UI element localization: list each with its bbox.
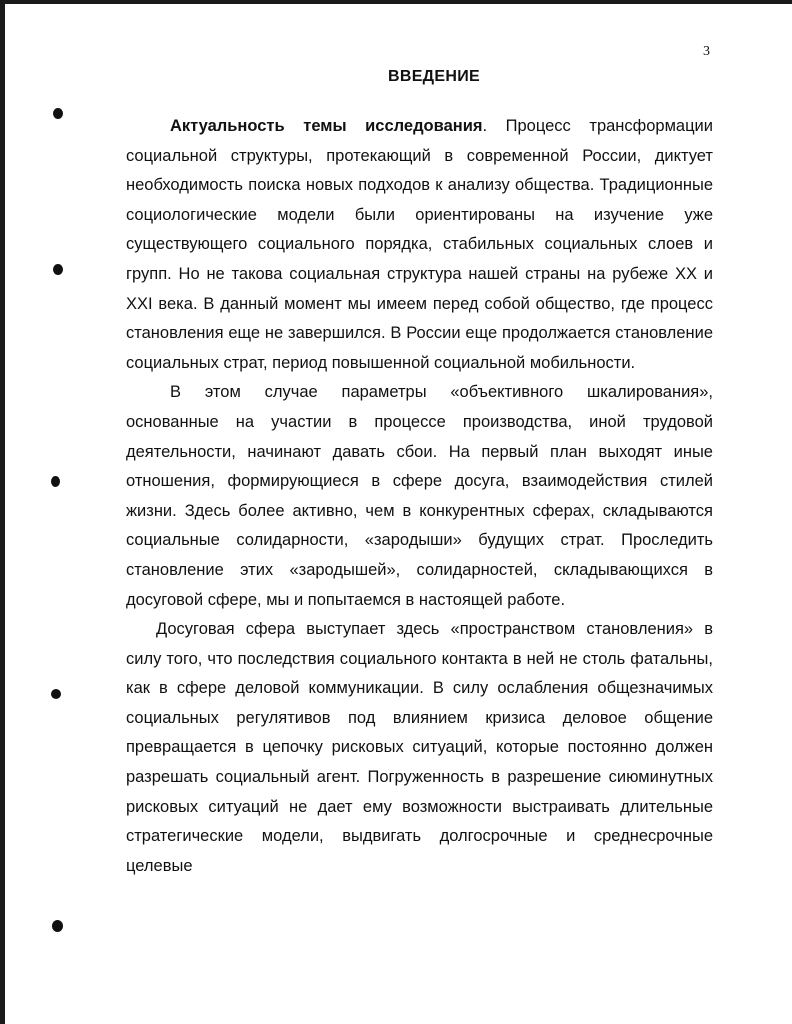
punch-hole-4: [51, 689, 61, 699]
paragraph-lead: Актуальность темы исследования: [170, 117, 483, 135]
paragraph-text: В этом случае параметры «объективного шкалирования», основанные на участии в процессе производства, иной трудовой деятельности, начинают давать сбои. На первый план выходят иные отношения, формирующиеся в сфере досуга, взаимодействия стилей жизни. Здесь более активно, чем в конкурентных сферах, складываются социальные солидарности, «зародыши» будущих страт. Проследить становление этих «зародышей», солидарностей, складывающихся в досуговой сфере, мы и попытаемся в настоящей работе.: [126, 383, 713, 609]
paragraph-objective-scaling: [126, 378, 713, 615]
punch-hole-3: [51, 476, 60, 487]
paragraph-text: Досуговая сфера выступает здесь «пространством становления» в силу того, что последствия социального контакта в ней не столь фатальны, как в сфере деловой коммуникации. В силу ослабления общезначимых социальных регулятивов под влиянием кризиса деловое общение превращается в цепочку рисковых ситуаций, которые постоянно должен разрешать социальный агент. Погруженность в разрешение сиюминутных рисковых ситуаций не дает ему возможности выстраивать длительные стратегические модели, выдвигать долгосрочные и среднесрочные целевые: [126, 620, 713, 875]
scan-border-top: [0, 0, 792, 4]
page-number: 3: [703, 44, 710, 59]
paragraph-leisure-sphere: [126, 615, 713, 881]
page-title: ВВЕДЕНИЕ: [388, 68, 480, 85]
paragraph-text: . Процесс трансформации социальной структуры, протекающий в современной России, диктует необходимость поиска новых подходов к анализу общества. Традиционные социологические модели были ориентированы на изучение уже существующего социального порядка, стабильных социальных слоев и групп. Но не такова социальная структура нашей страны на рубеже XX и XXI века. В данный момент мы имеем перед собой общество, где процесс становления еще не завершился. В России еще продолжается становление социальных страт, период повышенной социальной мобильности.: [126, 117, 713, 372]
punch-hole-1: [53, 108, 63, 119]
paragraph-relevance: [126, 112, 713, 378]
body-text: [126, 112, 713, 881]
punch-hole-5: [52, 920, 63, 932]
punch-hole-2: [53, 264, 63, 275]
scan-border-left: [0, 0, 5, 1024]
